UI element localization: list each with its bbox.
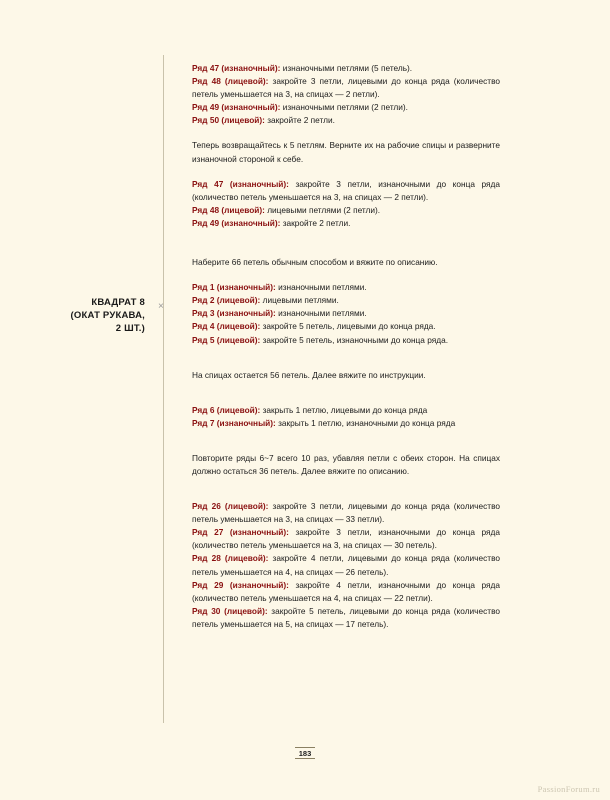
instruction-block	[192, 404, 500, 430]
section-margin-label-line-1: КВАДРАТ 8	[91, 297, 145, 308]
instruction-line	[192, 579, 500, 605]
row-label: Ряд 30 (лицевой):	[192, 605, 268, 616]
spacer	[192, 127, 500, 139]
row-text: лицевыми петлями.	[260, 295, 339, 306]
row-label: Ряд 3 (изнаночный):	[192, 308, 276, 319]
row-label: Ряд 50 (лицевой):	[192, 115, 265, 126]
row-label: Ряд 7 (изнаночный):	[192, 417, 276, 428]
row-text: закройте 3 петли, лицевыми до конца ряда (количество петель уменьшается на 3, на спицах — 33 петли).	[192, 501, 500, 525]
instruction-block	[192, 178, 500, 230]
paragraph: На спицах остается 56 петель. Далее вяжите по инструкции.	[192, 369, 426, 380]
row-label: Ряд 49 (изнаночный):	[192, 217, 281, 228]
instruction-line	[192, 114, 500, 127]
instruction-line	[192, 75, 500, 101]
instruction-block	[192, 62, 500, 127]
row-label: Ряд 1 (изнаночный):	[192, 282, 276, 293]
row-label: Ряд 28 (лицевой):	[192, 553, 269, 564]
instruction-block	[192, 281, 500, 346]
instruction-line	[192, 526, 500, 552]
row-text: закройте 5 петель, лицевыми до конца ряда (количество петель уменьшается на 5, на спицах — 17 петель).	[192, 605, 500, 629]
instruction-block	[192, 500, 500, 631]
row-label: Ряд 48 (лицевой):	[192, 204, 265, 215]
row-text: закройте 2 петли.	[280, 217, 351, 228]
paragraph: Повторите ряды 6~7 всего 10 раз, убавляя петли с обеих сторон. На спицах должно остаться 36 петель. Далее вяжите по описанию.	[192, 452, 500, 476]
spacer	[192, 430, 500, 452]
row-label: Ряд 5 (лицевой):	[192, 334, 261, 345]
row-label: Ряд 27 (изнаночный):	[192, 527, 289, 538]
section-margin-label-line-2: (ОКАТ РУКАВА,	[70, 309, 145, 321]
row-label: Ряд 47 (изнаночный):	[192, 178, 289, 189]
row-text: закрыть 1 петлю, изнаночными до конца ряда	[275, 417, 456, 428]
paragraph: Теперь возвращайтесь к 5 петлям. Верните их на рабочие спицы и разверните изнаночной стороной к себе.	[192, 140, 500, 164]
row-label: Ряд 4 (лицевой):	[192, 321, 261, 332]
row-text: изнаночными петлями.	[275, 282, 367, 293]
paragraph: Наберите 66 петель обычным способом и вяжите по описанию.	[192, 257, 438, 268]
page-number: 183	[298, 749, 312, 758]
row-text: изнаночными петлями (5 петель).	[280, 63, 413, 73]
instruction-line	[192, 500, 500, 526]
row-text: закройте 3 петли, изнаночными до конца ряда (количество петель уменьшается на 3, на спицах — 30 петель).	[192, 527, 500, 551]
spacer	[192, 478, 500, 500]
main-text-column	[192, 62, 500, 631]
spacer	[192, 230, 500, 256]
instruction-line	[192, 605, 500, 631]
instruction-line	[192, 417, 500, 430]
watermark: PassionForum.ru	[537, 784, 600, 794]
row-text: изнаночными петлями.	[275, 308, 367, 319]
instruction-line	[192, 404, 500, 417]
spacer	[192, 347, 500, 369]
section-margin-label	[40, 297, 145, 335]
row-text: закройте 3 петли, лицевыми до конца ряда (количество петель уменьшается на 3, на спицах — 2 петли).	[192, 76, 500, 100]
section-margin-label-line-3: 2 ШТ.)	[115, 322, 145, 334]
row-text: закройте 5 петель, изнаночными до конца ряда.	[260, 334, 448, 345]
spacer	[192, 382, 500, 404]
row-text: изнаночными петлями (2 петли).	[280, 102, 408, 113]
row-label: Ряд 2 (лицевой):	[192, 295, 261, 306]
instruction-line	[192, 307, 500, 320]
instruction-line	[192, 178, 500, 204]
row-label: Ряд 6 (лицевой):	[192, 404, 261, 415]
spacer	[192, 166, 500, 178]
instruction-line	[192, 281, 500, 294]
instruction-line	[192, 62, 500, 75]
margin-cross-icon: ×	[158, 301, 164, 312]
row-text: закройте 2 петли.	[264, 115, 335, 126]
spacer	[192, 269, 500, 281]
margin-rule	[163, 55, 164, 723]
page-footer	[0, 743, 610, 761]
row-label: Ряд 49 (изнаночный):	[192, 102, 281, 113]
instruction-line	[192, 552, 500, 578]
row-label: Ряд 29 (изнаночный):	[192, 579, 289, 590]
instruction-line	[192, 217, 500, 230]
row-label: Ряд 47 (изнаночный):	[192, 63, 281, 73]
row-text: закрыть 1 петлю, лицевыми до конца ряда	[260, 404, 428, 415]
row-text: лицевыми петлями (2 петли).	[264, 204, 381, 215]
row-label: Ряд 26 (лицевой):	[192, 501, 269, 512]
instruction-line	[192, 101, 500, 114]
instruction-line	[192, 334, 500, 347]
row-text: закройте 5 петель, лицевыми до конца ряда.	[260, 321, 436, 332]
row-text: закройте 4 петли, изнаночными до конца ряда (количество петель уменьшается на 4, на спицах — 22 петли).	[192, 579, 500, 603]
row-text: закройте 4 петли, лицевыми до конца ряда (количество петель уменьшается на 4, на спицах — 26 петель).	[192, 553, 500, 577]
row-label: Ряд 48 (лицевой):	[192, 76, 269, 87]
instruction-line	[192, 320, 500, 333]
row-text: закройте 3 петли, изнаночными до конца ряда (количество петель уменьшается на 3, на спицах — 2 петли).	[192, 178, 500, 202]
instruction-line	[192, 204, 500, 217]
instruction-line	[192, 294, 500, 307]
